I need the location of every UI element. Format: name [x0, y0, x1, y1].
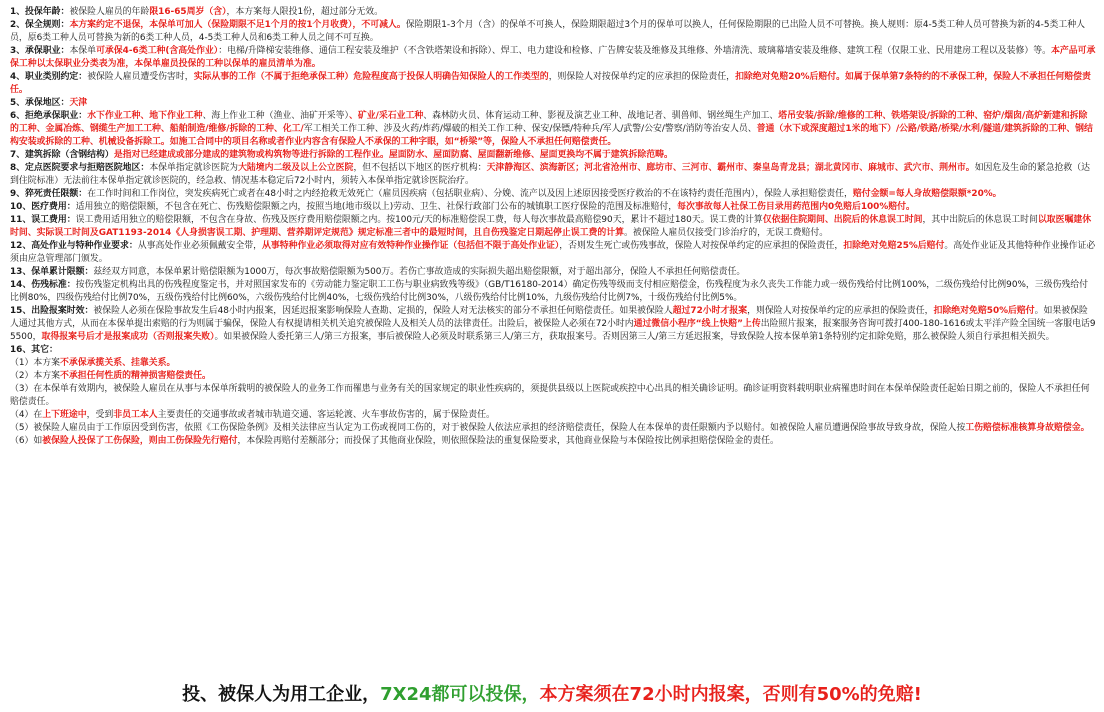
clause-text: 。被保险人雇员仅接受门诊治疗的，无误工费赔付。 [623, 228, 829, 238]
clause-text: 出险照片报案，报案服务咨询可拨打400-180-1616或太平洋产险全国统一客服电话95500， [10, 319, 1096, 342]
clause-9 [10, 188, 1096, 201]
clause-text: 被保险人雇员的年龄 [69, 7, 150, 17]
emphasis-text: 上下班途中 [42, 410, 87, 420]
clause-text: （5）被保险人雇员由于工作原因受到伤害，依照《工伤保险条例》及相关法律应当认定为工伤或视同工伤的，对于被保险人依法应承担的经济赔偿责任，保险人在本保单的责任限额内予以赔付。如被保险人雇员遭遇保险事故导致身故，保险人按 [10, 423, 966, 433]
clause-17 [10, 357, 1096, 370]
clause-text: 从事高处作业必须佩戴安全带， [137, 241, 262, 251]
clause-heading: 9、猝死责任限额： [10, 189, 88, 199]
clause-text: （3）在本保单有效期内，被保险人雇员在从事与本保单所载明的被保险人的业务工作而罹患与业务有关的国家规定的职业性疾病的，须提供县级以上医院或疾控中心出具的相关确诊证明。确诊证明资料载明职业病罹患时间在本保单保险责任起始日期之前的，保险人不承担任何赔偿责任。 [10, 384, 1090, 407]
emphasis-text: 不承担任何性质的精神损害赔偿责任。 [60, 371, 211, 381]
clause-heading: 3、承保职业： [10, 46, 70, 56]
emphasis-text: 是指对已经建成或部分建成的建筑物或构筑物等进行拆除的工程作业。屋面防水、屋面防腐、屋面翻新维修、屋面更换均不属于建筑拆除范畴。 [113, 150, 673, 160]
clause-heading: 11、误工费用： [10, 215, 76, 225]
clause-19 [10, 383, 1096, 409]
clause-heading: 5、承保地区： [10, 98, 70, 108]
emphasis-text: 工伤赔偿标准核算身故赔偿金。 [965, 423, 1090, 433]
clause-heading: 4、职业类别约定： [10, 72, 88, 82]
clause-text: ，则保险人对按保单约定的应承担的保险责任， [747, 306, 934, 316]
clause-text: ，本保险再赔付差额部分；而投保了其他商业保险，则依照保险法的重复保险要求，其他商业保险与本保险按比例承担赔偿保险金的责任。 [237, 436, 779, 446]
footer-banner [0, 682, 1104, 708]
clause-text: ：电梯/升降梯安装维修、通信工程安装及维护（不含铁塔架设和拆除）、焊工、电力建设和检修、广告牌安装及维修及其维修、外墙清洗、玻璃幕墙安装及维修、建筑工程（仅限工业、民用建房工程以及装修）等。 [218, 46, 1052, 56]
clause-text: ，受到 [86, 410, 114, 420]
clause-heading: 16、其它： [10, 345, 58, 355]
emphasis-text: 塔吊安装/拆除/维修的工种、铁塔架设/拆除的工种、窑炉/烟囱/高炉新建和拆除的工种、金属冶炼、钢缆生产加工工种、船舶制造/维修/拆除的工种、化工/ [10, 111, 1088, 134]
clause-heading: 7、建筑拆除（含钢结构） [10, 150, 114, 160]
clause-text: 。高处作业证及其他特种作业操作证必须由应急管理部门颁发。 [10, 241, 1096, 264]
footer-applicant-note: 投、被保人为用工企业， [182, 684, 381, 705]
clause-text: 本保单 [69, 46, 97, 56]
emphasis-text: 大陆境内二级及以上公立医院 [238, 163, 354, 173]
emphasis-text: 赔付金额=每人身故赔偿限额*20%。 [852, 189, 1002, 199]
clause-2 [10, 19, 1096, 45]
clause-text: ，否则发生死亡或伤残事故，保险人对按保单约定的应承担的保险责任， [559, 241, 844, 251]
emphasis-text: 天津 [69, 98, 88, 108]
emphasis-text: 本产品可承保工种以太保职业分类表为准，本保单雇员投保的工种以保单的雇员清单为准。 [10, 46, 1096, 69]
clause-text: （1）本方案 [10, 358, 61, 368]
clause-text: ，其中出院后的休息误工时间 [922, 215, 1038, 225]
clause-6 [10, 110, 1096, 149]
clause-text: 。如果被保险人委托第三人/第三方报案，事后被保险人必须及时联系第三人/第三方，获取报案号。否则因第三人/第三方延迟报案，导致保险人按本保单第1条特别约定扣除免赔，那么被保险人须自行承担相关损失。 [214, 332, 1055, 342]
emphasis-text: 普通（水下或深度超过1米的地下）/公路/铁路/桥梁/水利/隧道/建筑拆除的工种、钢结构安装或拆除的工种、机械设备拆除工。如施工合同中的项目名称或者作业内容含有保险人不承保的工种字眼，如“桥梁”等，保险人不承担任何赔偿责任。 [10, 124, 1093, 147]
clause-20 [10, 409, 1096, 422]
clause-heading: 15、出险报案时效： [10, 306, 94, 316]
clause-text: ，本方案每人限投1份，超过部分无效。 [226, 7, 384, 17]
clause-heading: 13、保单累计限额： [10, 267, 94, 277]
clause-heading: 14、伤残标准： [10, 280, 76, 290]
clause-8 [10, 162, 1096, 188]
emphasis-text: 可承保4-6类工种(含高处作业） [96, 46, 219, 56]
clause-text: ，则保险人对按保单约定的应承担的保险责任， [548, 72, 736, 82]
clause-text: （2）本方案 [10, 371, 61, 381]
clause-5 [10, 97, 1096, 110]
clause-13 [10, 266, 1096, 279]
clause-text: 军工相关工作工种、涉及火药/炸药/爆破的相关工作工种、保安/保镖/特种兵/军人/武警/公安/警察/消防等治安人员、 [303, 124, 757, 134]
clause-18 [10, 370, 1096, 383]
clause-text: 被保险人雇员遭受伤害时， [87, 72, 194, 82]
emphasis-text: 本方案约定不退保，本保单可加人（保险期限不足1个月的按1个月收费），不可减人。 [69, 20, 406, 30]
clause-12 [10, 240, 1096, 266]
emphasis-text: 以取医嘱建休时间、实际误工时间及GAT1193-2014《人身损害误工期、护理期、营养期评定规范》规定标准三者中的最短时间，且自伤残鉴定日期起停止误工费的计算 [10, 215, 1092, 238]
clause-16 [10, 344, 1096, 357]
clause-text: 适用独立的赔偿限额，不包含在死亡、伤残赔偿限额之内，按照当地(地市级以上)劳动、卫生、社保行政部门公布的城镇职工医疗保险的范围及标准赔付， [75, 202, 678, 212]
clause-text: 兹经双方同意，本保单累计赔偿限额为1000万，每次事故赔偿限额为500万。若伤亡事故造成的实际损失超出赔偿限额，对于超出部分，保险人不承担任何赔偿责任。 [93, 267, 746, 277]
clause-22 [10, 435, 1096, 448]
clause-1 [10, 6, 1096, 19]
emphasis-text: 超过72小时才报案 [672, 306, 748, 316]
emphasis-text: 扣除绝对免赔25%后赔付 [843, 241, 945, 251]
clause-heading: 8、定点医院要求与拒赔医院地区： [10, 163, 150, 173]
footer-hours-note: 7X24都可以投保， [380, 684, 540, 705]
emphasis-text: 非员工本人 [113, 410, 158, 420]
clause-text: 如因危及生命的紧急抢救（达到住院标准）无法前往本保单指定就诊医院的，经急救、情况基本稳定后72小时内，须转入本保单指定就诊医院治疗。 [10, 163, 1091, 186]
clause-heading: 10、医疗费用： [10, 202, 76, 212]
clause-text: 、森林防火员、体育运动工种、影视及演艺业工种、战地记者、驯兽师、钢丝绳生产加工、 [423, 111, 779, 121]
emphasis-text: 取得报案号后才是报案成功（否则报案失败） [41, 332, 215, 342]
clause-text: 、海上作业工种（渔业、油矿开采等） [202, 111, 349, 121]
emphasis-text: 水下作业工种、地下作业工种 [87, 111, 203, 121]
clause-text: 被保险人必须在保险事故发生后48小时内报案，因延迟报案影响保险人查勘、定损的，保险人对无法核实的部分不承担任何赔偿责任。如果被保险人 [93, 306, 673, 316]
emphasis-text: 扣除绝对免赔20%后赔付。如属于保单第7条特约的不承保工种，保险人不承担任何赔偿责任。 [10, 72, 1091, 95]
clause-text: 按伤残鉴定机构出具的伤残程度鉴定书，并对照国家发布的《劳动能力鉴定职工工伤与职业病致残等级》（GB/T16180-2014）确定伤残等级而支付相应赔偿金，伤残程度为永久丧失工作能力或一级伤残给付比例100%，二级伤残给付比例90%，三级伤残给付比例80%，四级伤残给付比例70%，五级伤残给付比例60%，六级伤残给付比例40%，七级伤残给付比例30%，八级伤残给付比例10%，九级伤残给付比例7%，十级伤残给付比例5%。 [10, 280, 1089, 303]
clause-text: 。如果被保险人通过其他方式，从而在本保单提出索赔的行为则属于骗保，保险人有权提请相关机关追究被保险人及相关人员的法律责任。出险后，被保险人必须在72小时内 [10, 306, 1088, 329]
footer-report-warning: 本方案须在72小时内报案，否则有50%的免赔! [539, 684, 922, 705]
emphasis-text: 限16-65周岁（含） [149, 7, 227, 17]
clause-heading: 6、拒绝承保职业： [10, 111, 88, 121]
emphasis-text: 、矿业/采石业工种 [349, 111, 424, 121]
clause-text: 本保单指定就诊医院为 [149, 163, 239, 173]
policy-terms-document [10, 6, 1096, 448]
emphasis-text: 从事特种作业必须取得对应有效特种作业操作证（包括但不限于高处作业证） [261, 241, 560, 251]
emphasis-text: 不承保承揽关系、挂靠关系。 [60, 358, 176, 368]
clause-3 [10, 45, 1096, 71]
emphasis-text: 扣除绝对免赔50%后赔付 [933, 306, 1035, 316]
emphasis-text: 实际从事的工作（不属于拒绝承保工种）危险程度高于投保人明确告知保险人的工作类型的 [193, 72, 549, 82]
clause-11 [10, 214, 1096, 240]
clause-21 [10, 422, 1096, 435]
clause-14 [10, 279, 1096, 305]
emphasis-text: 天津静海区、滨海新区；河北省沧州市、廊坊市、三河市、霸州市、秦皇岛青龙县；湖北黄冈市、麻城市、武穴市、荆州市。 [486, 163, 975, 173]
clause-7 [10, 149, 1096, 162]
clause-4 [10, 71, 1096, 97]
clause-heading: 1、投保年龄： [10, 7, 70, 17]
clause-text: 在工作时间和工作岗位，突发疾病死亡或者在48小时之内经抢救无效死亡（雇员因疾病（包括职业病）、分娩、流产以及因上述原因接受医疗救治的不在该特约责任范围内），保险人承担赔偿责任， [87, 189, 853, 199]
emphasis-text: 被保险人投保了工伤保险，则由工伤保险先行赔付 [42, 436, 238, 446]
clause-15 [10, 305, 1096, 344]
clause-heading: 2、保全规则： [10, 20, 70, 30]
clause-text: ，但不包括以下地区的医疗机构： [353, 163, 487, 173]
clause-text: 误工费用适用独立的赔偿限额，不包含在身故、伤残及医疗费用赔偿限额之内。按100元/天的标准赔偿误工费，每人每次事故最高赔偿90天，累计不超过180天。误工费的计算 [75, 215, 763, 225]
emphasis-text: 仅依据住院期间、出院后的休息误工时间 [762, 215, 923, 225]
clause-10 [10, 201, 1096, 214]
clause-text: （4）在 [10, 410, 43, 420]
clause-text: 保险期限1-3个月（含）的保单不可换人，保险期限超过3个月的保单可以换人，任何保险期限的已出险人员不可替换。换人规则：原4-5类工种人员可替换为新的4-5类工种人员，原6类工种人员可替换为新的6类工种人员，4-5类工种人员和6类工种人员之间不可互换。 [10, 20, 1085, 43]
emphasis-text: 每次事故每人社保工伤目录用药范围内0免赔后100%赔付。 [677, 202, 915, 212]
clause-text: 主要责任的交通事故或者城市轨道交通、客运轮渡、火车事故伤害的，属于保险责任。 [157, 410, 495, 420]
emphasis-text: 通过微信小程序“线上快赔”上传 [633, 319, 761, 329]
clause-text: （6）如 [10, 436, 43, 446]
clause-heading: 12、高处作业与特种作业要求： [10, 241, 138, 251]
